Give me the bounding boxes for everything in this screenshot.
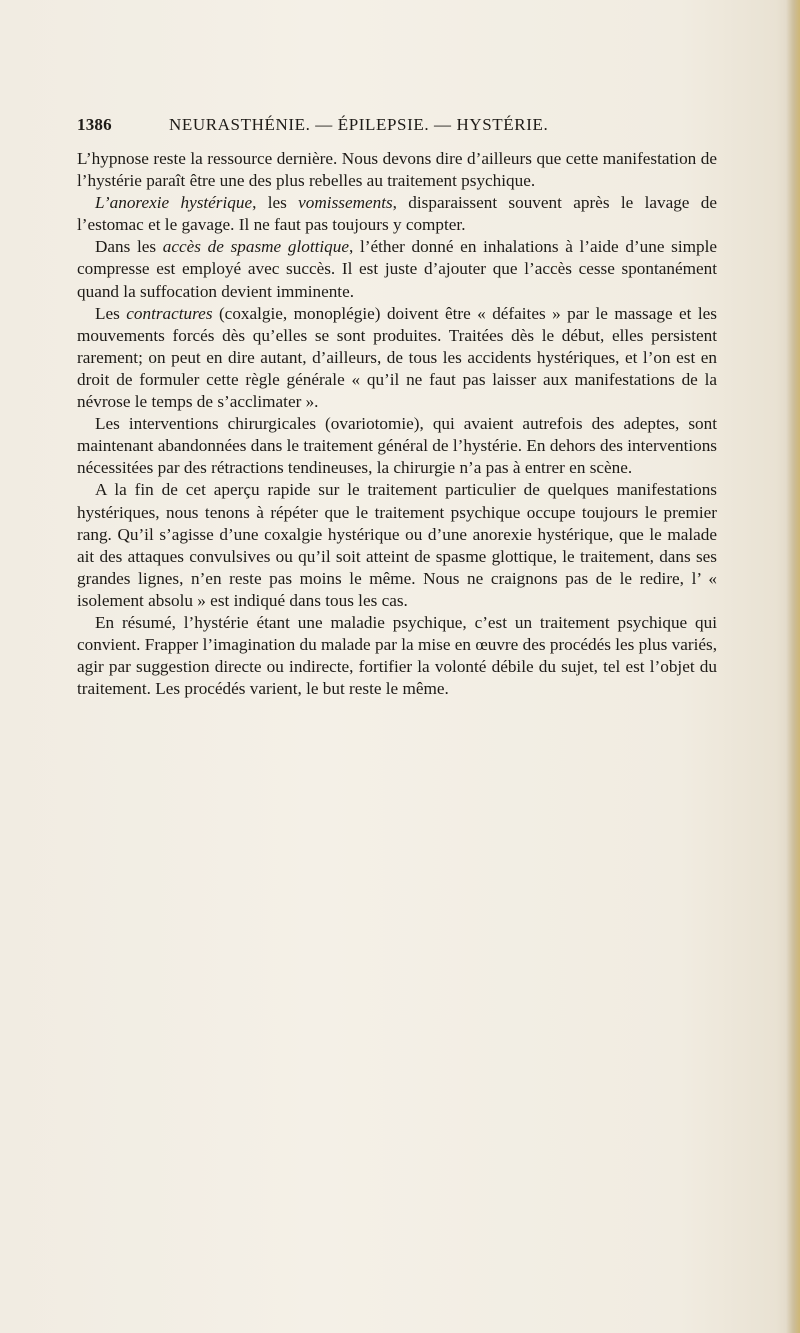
text-run: , disparaissent souvent après le lavage de l’estomac et le gavage. Il ne faut pas toujours y compter. bbox=[77, 193, 717, 235]
text-run: (coxalgie, monoplégie) doivent être « défaites » par le massage et les mouvements forcés dès qu’elles se sont produites. Traitées dès le début, elles persistent rarement; on peut en dire autant, d’ailleurs, de tous les accidents hystériques, et l’on est en droit de formuler cette règle générale « qu’il ne faut pas laisser aux manifestations de la névrose le temps de s’acclimater ». bbox=[77, 303, 717, 412]
italic-term: contractures bbox=[126, 303, 213, 323]
text-run: , les bbox=[252, 193, 299, 213]
text-run: , l’éther donné en inhalations à l’aide d’une simple compresse est employé avec succès. Il est juste d’ajouter que l’accès cesse spontanément quand la suffocation devient imminente. bbox=[77, 237, 717, 301]
paragraph-resume: En résumé, l’hystérie étant une maladie psychique, c’est un traitement psychique qui convient. Frapper l’imagination du malade par la mise en œuvre des procédés les plus variés, agir par suggestion directe ou indirecte, fortifier la volonté débile du sujet, tel est l’objet du traitement. Les procédés varient, le but reste le même. bbox=[77, 612, 717, 699]
paragraph-contractures bbox=[77, 303, 717, 413]
paragraph-hypnose: L’hypnose reste la ressource dernière. Nous devons dire d’ailleurs que cette manifestation de l’hystérie paraît être une des plus rebelles au traitement psychique. bbox=[77, 149, 717, 191]
italic-term: L’anorexie hystérique bbox=[95, 193, 253, 213]
paragraph-apercu: A la fin de cet aperçu rapide sur le traitement particulier de quelques manifestations hystériques, nous tenons à répéter que le traitement psychique occupe toujours le premier rang. Qu’il s’agisse d’une coxalgie hystérique ou d’une anorexie hystérique, que le malade ait des attaques convulsives ou qu’il soit atteint de spasme glottique, le traitement, dans ses grandes lignes, n’en reste pas moins le même. Nous ne craignons pas de le redire, l’ « isolement absolu » est indiqué dans tous les cas. bbox=[77, 480, 717, 610]
italic-term: accès de spasme glottique bbox=[162, 237, 349, 257]
italic-term: vomissements bbox=[298, 193, 393, 213]
body-text bbox=[77, 148, 717, 700]
page-edge-shadow bbox=[786, 0, 800, 1333]
page-number: 1386 bbox=[77, 115, 112, 134]
text-run: Les bbox=[95, 303, 127, 323]
running-title: NEURASTHÉNIE. — ÉPILEPSIE. — HYSTÉRIE. bbox=[169, 115, 549, 134]
page-header bbox=[77, 115, 717, 139]
paragraph-interventions: Les interventions chirurgicales (ovariotomie), qui avaient autrefois des adeptes, sont maintenant abandonnées dans le traitement général de l’hystérie. En dehors des interventions nécessitées par des rétractions tendineuses, la chirurgie n’a pas à entrer en scène. bbox=[77, 414, 717, 478]
paragraph-spasme bbox=[77, 236, 717, 302]
paragraph-anorexie bbox=[77, 192, 717, 236]
text-run: Dans les bbox=[95, 237, 163, 257]
